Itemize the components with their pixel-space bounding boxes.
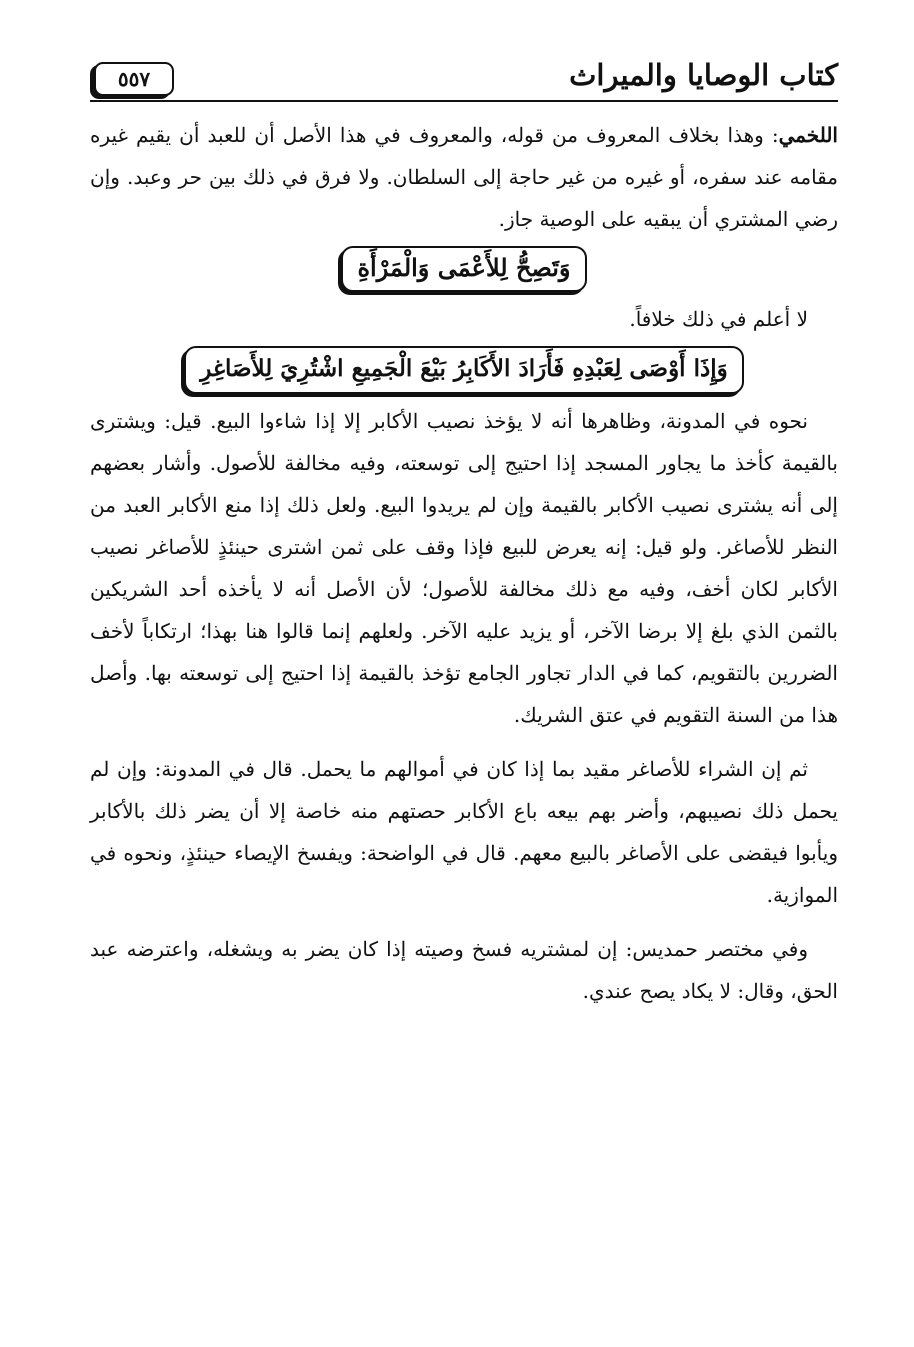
paragraph-purchase-condition: ثم إن الشراء للأصاغر مقيد بما إذا كان في أموالهم ما يحمل. قال في المدونة: وإن لم يحمل ذلك نصيبهم، وأضر بهم بيعه باع الأكابر حصتهم منه خاصة إلا أن يضر ذلك بالأكابر ويأبوا فيقضى على الأصاغر بالبيع معهم. قال في الواضحة: ويفسخ الإيصاء حينئذٍ، ونحوه في الموازية. bbox=[90, 757, 838, 907]
matn-heading-1 bbox=[90, 246, 838, 292]
matn-box-slave-bequest: وَإِذَا أَوْصَى لِعَبْدِهِ فَأَرَادَ الأَكَابِرُ بَيْعَ الْجَمِيعِ اشْتُرِيَ لِلأَصَاغِرِ bbox=[184, 346, 743, 394]
chapter-title: كتاب الوصايا والميراث bbox=[569, 58, 838, 92]
header-divider bbox=[90, 100, 838, 102]
page-header bbox=[90, 48, 838, 104]
lead-word-lakhmi: اللخمي bbox=[778, 123, 838, 147]
paragraph-mudawwana: نحوه في المدونة، وظاهرها أنه لا يؤخذ نصيب الأكابر إلا إذا شاءوا البيع. قيل: ويشترى بالقيمة كأخذ ما يجاور المسجد إذا احتيج إلى توسعته، وفيه مخالفة للأصول. وأشار بعضهم إلى أنه يشترى نصيب الأكابر بالقيمة وإن لم يريدوا البيع. ولعل ذلك إذا منع الأكابر العبد من النظر للأصاغر. ولو قيل: إنه يعرض للبيع فإذا وقف على ثمن اشترى حينئذٍ للأصاغر نصيب الأكابر لكان أخف، وفيه مع ذلك مخالفة للأصول؛ لأن الأصل أنه لا يأخذه أحد الشريكين بالثمن الذي بلغ إلا برضا الآخر، أو يزيد عليه الآخر. ولعلهم إنما قالوا هنا بهذا؛ ارتكاباً لأخف الضررين بالتقويم، كما في الدار تجاور الجامع تؤخذ بالقيمة إذا احتيج إلى توسعته بها. وأصل هذا من السنة التقويم في عتق الشريك. bbox=[90, 409, 838, 727]
book-page bbox=[90, 48, 838, 1307]
paragraph-hamdis: وفي مختصر حمديس: إن لمشتريه فسخ وصيته إذا كان يضر به ويشغله، واعترضه عبد الحق، وقال: لا يكاد يصح عندي. bbox=[90, 937, 838, 1003]
matn-box-blind-woman: وَتَصِحُّ لِلأَعْمَى وَالْمَرْأَةِ bbox=[341, 246, 586, 292]
paragraph-lakhmi bbox=[90, 114, 838, 240]
paragraph-lakhmi-text: : وهذا بخلاف المعروف من قوله، والمعروف في هذا الأصل أن للعبد أن يقيم غيره مقامه عند سفره، أو غيره من غير حاجة إلى السلطان. ولا فرق في ذلك بين حر وعبد. وإن رضي المشتري أن يبقيه على الوصية جاز. bbox=[90, 123, 838, 231]
paragraph-no-dispute: لا أعلم في ذلك خلافاً. bbox=[629, 307, 808, 331]
page-number: ٥٥٧ bbox=[94, 62, 174, 96]
matn-heading-2 bbox=[90, 346, 838, 394]
